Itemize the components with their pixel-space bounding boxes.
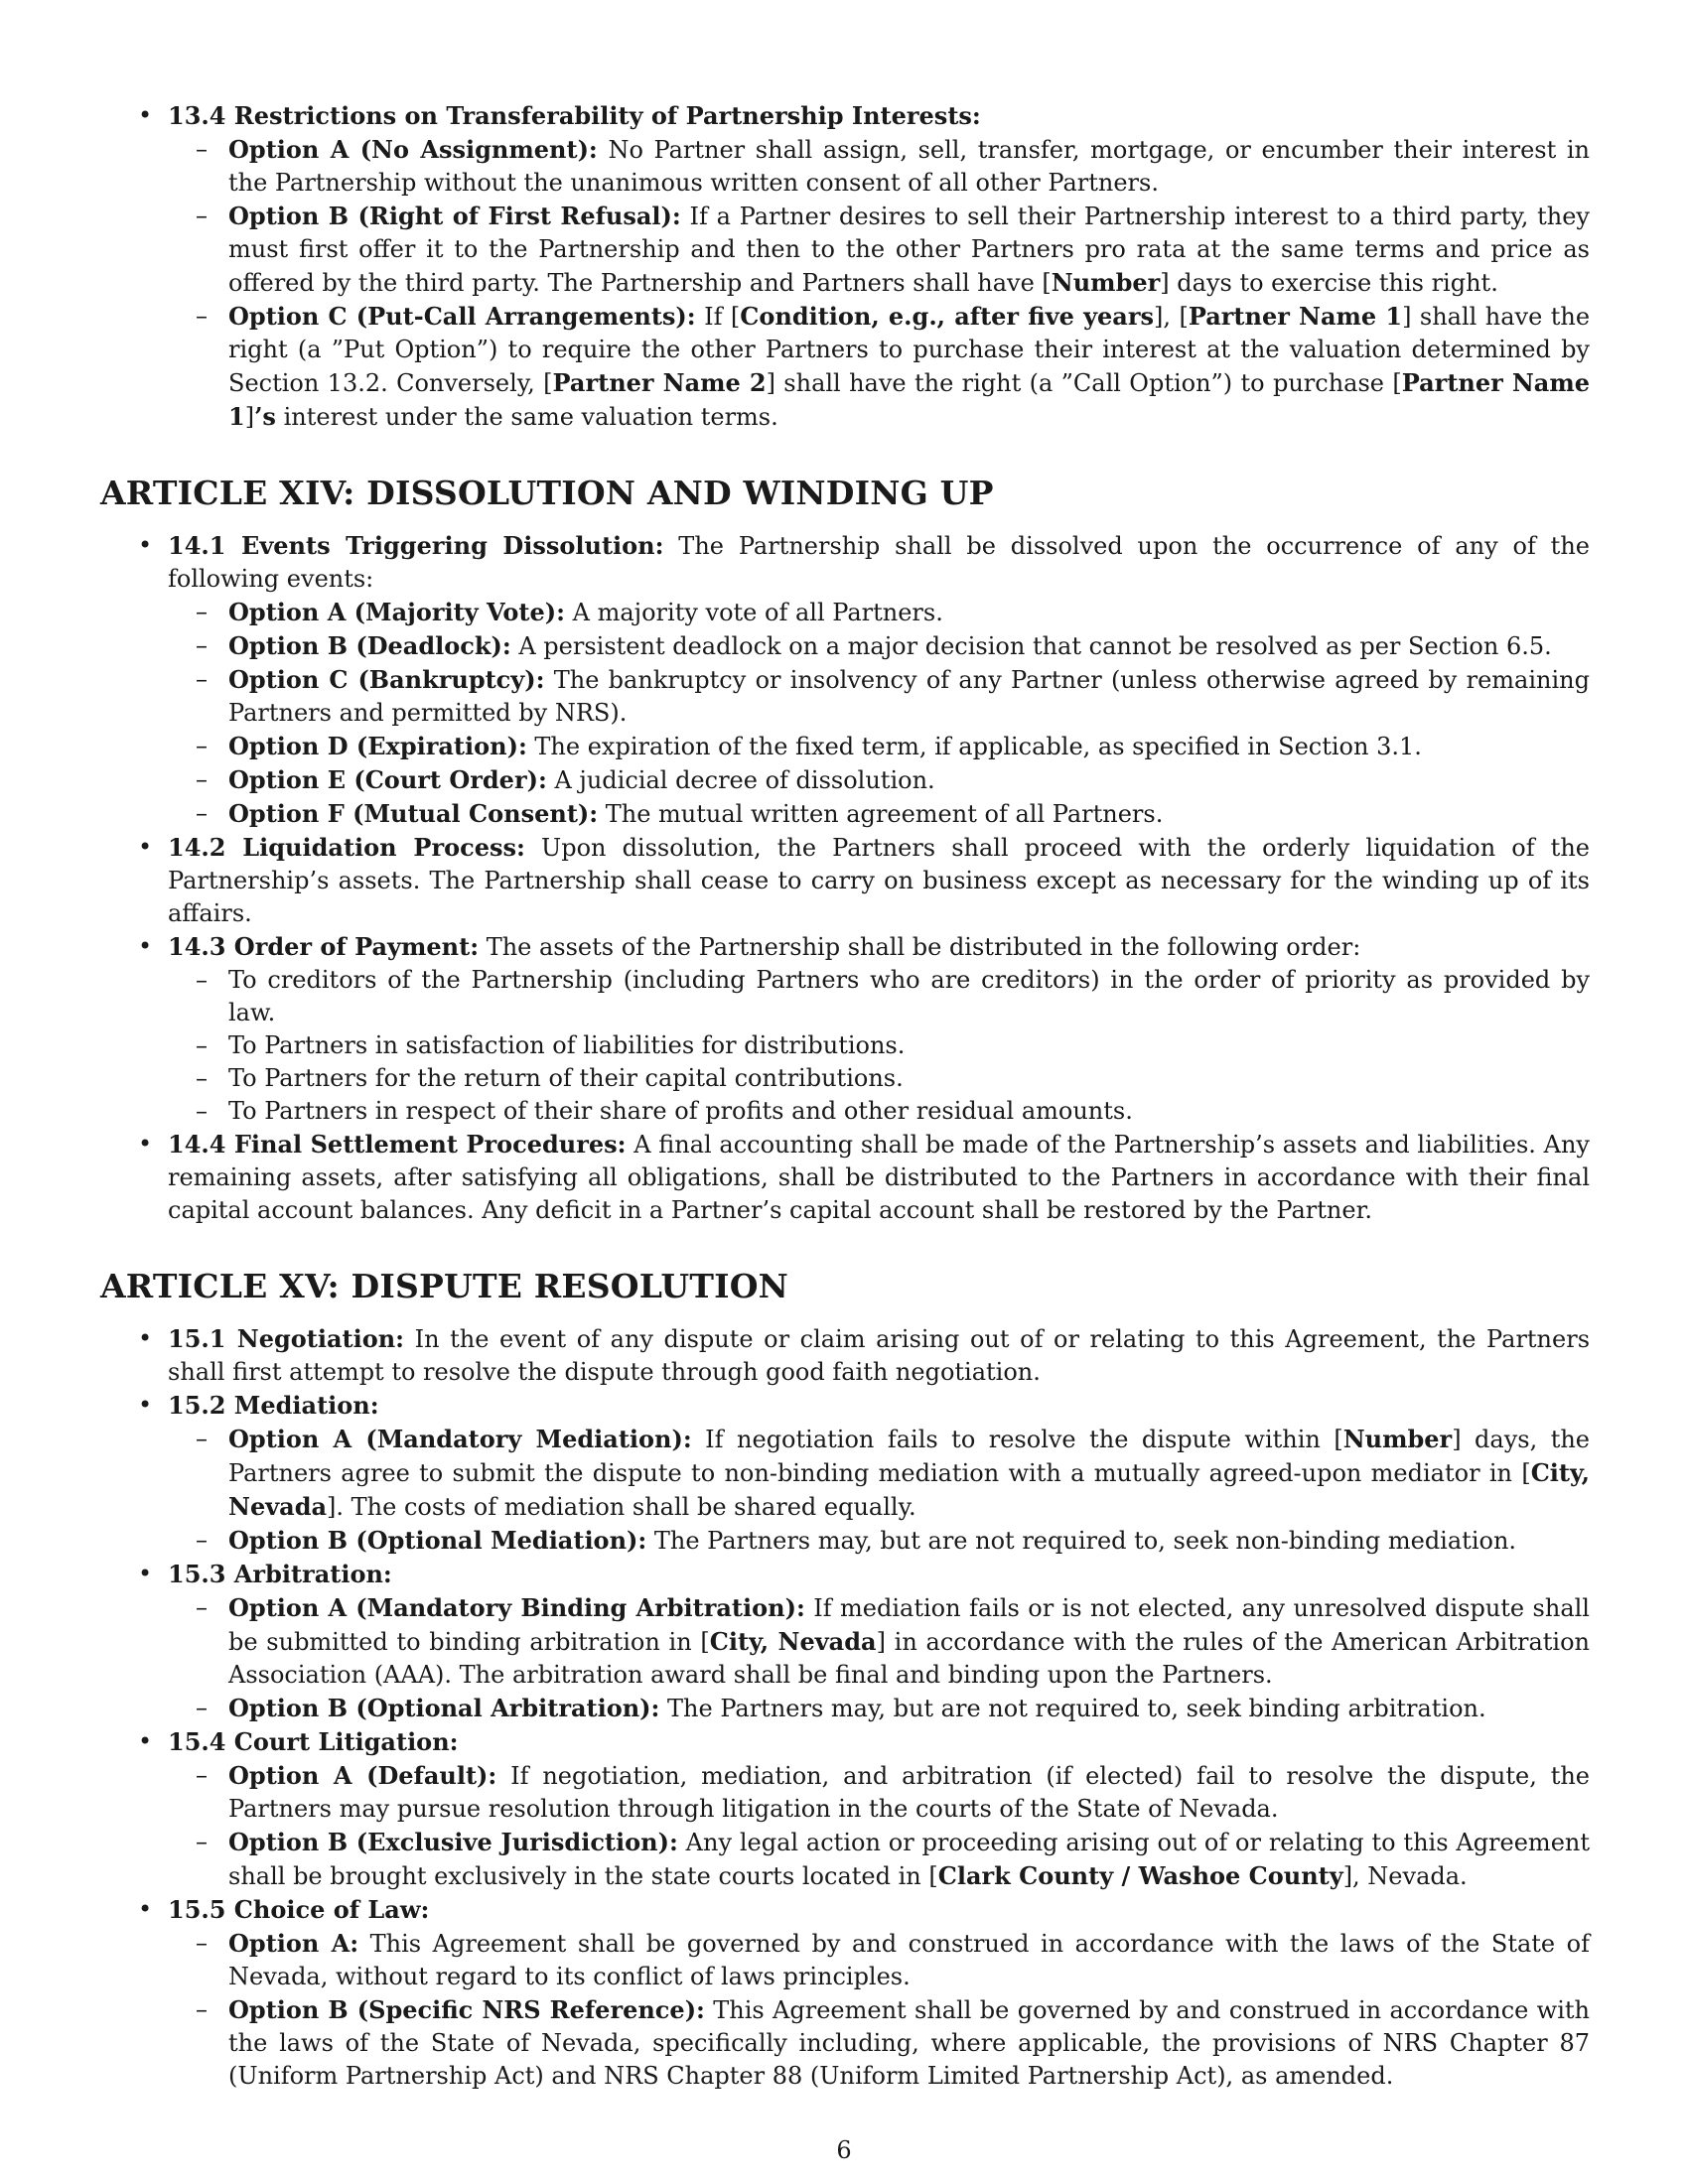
article-15-heading: ARTICLE XV: DISPUTE RESOLUTION bbox=[100, 1267, 789, 1305]
placeholder-field: ’s bbox=[254, 402, 276, 431]
section-text: A final accounting shall be made of the Partnership’s assets and liabilities. Any remaining assets, after satisfying all obligations, shall be distributed to the Partners in accordance with their final capital account balances. Any deficit in a Partner’s capital account shall be restored by the Partner. bbox=[168, 1131, 1590, 1224]
option-label: Option B (Deadlock): bbox=[228, 631, 511, 660]
placeholder-field: Number bbox=[1342, 1425, 1453, 1453]
option-text: ] shall have the right (a ”Call Option”) to purchase [ bbox=[766, 369, 1402, 397]
option-label: Option A (Majority Vote): bbox=[228, 598, 565, 626]
section-15-4-options bbox=[168, 1759, 1590, 1893]
option-text: If negotiation fails to resolve the dispute within [ bbox=[691, 1426, 1343, 1453]
section-13-4 bbox=[100, 99, 1590, 434]
section-text: In the event of any dispute or claim arising out of or relating to this Agreement, the Partners shall first attempt to resolve the dispute through good faith negotiation. bbox=[168, 1325, 1591, 1386]
section-14-1-option-a bbox=[168, 596, 1590, 629]
option-text: ] bbox=[244, 403, 255, 431]
option-text: The expiration of the fixed term, if applicable, as specified in Section 3.1. bbox=[526, 733, 1422, 760]
option-label: Option C (Put-Call Arrangements): bbox=[228, 302, 696, 331]
section-text: Upon dissolution, the Partners shall proceed with the orderly liquidation of the Partnership’s assets. The Partnership shall cease to carry on business except as necessary for the winding up of its affairs. bbox=[168, 834, 1590, 927]
section-text: The Partnership shall be dissolved upon the occurrence of any of the following events: bbox=[168, 532, 1590, 593]
option-text: No Partner shall assign, sell, transfer, mortgage, or encumber their interest in the Partnership without the unanimous written consent of all other Partners. bbox=[228, 136, 1591, 197]
option-label: Option E (Court Order): bbox=[228, 765, 547, 794]
option-text: ] days to exercise this right. bbox=[1160, 269, 1498, 297]
article-15-list bbox=[100, 1322, 1590, 2093]
option-text: ] days, the Partners agree to submit the dispute to non-binding mediation with a mutually agreed-upon mediator in [ bbox=[228, 1426, 1591, 1487]
option-label: Option F (Mutual Consent): bbox=[228, 799, 599, 828]
option-text: A majority vote of all Partners. bbox=[565, 599, 943, 626]
option-label: Option A (Mandatory Mediation): bbox=[228, 1425, 692, 1453]
option-text: If mediation fails or is not elected, any unresolved dispute shall be submitted to binding arbitration in [ bbox=[228, 1594, 1590, 1656]
option-label: Option B (Optional Mediation): bbox=[228, 1526, 647, 1555]
payment-order-item: – To Partners for the return of their capital contributions. bbox=[168, 1062, 1590, 1095]
option-text: ] shall have the right (a ”Put Option”) to require the other Partners to purchase their interest at the valuation determined by Section 13.2. Conversely, [ bbox=[228, 303, 1591, 397]
section-14-1-option-c bbox=[168, 663, 1590, 730]
section-15-2 bbox=[100, 1389, 1590, 1558]
section-15-3-option-a bbox=[168, 1591, 1590, 1692]
section-label: 15.1 Negotiation: bbox=[168, 1324, 405, 1353]
section-15-3-option-b bbox=[168, 1692, 1590, 1725]
option-text: This Agreement shall be governed by and construed in accordance with the laws of the State of Nevada, without regard to its conflict of laws principles. bbox=[228, 1930, 1590, 1990]
option-text: A persistent deadlock on a major decision that cannot be resolved as per Section 6.5. bbox=[510, 632, 1552, 660]
page-content bbox=[100, 99, 1590, 2093]
section-15-5-option-b bbox=[168, 1993, 1590, 2093]
section-14-1-option-e bbox=[168, 763, 1590, 797]
section-14-2 bbox=[100, 831, 1590, 930]
section-label: 15.3 Arbitration: bbox=[168, 1560, 392, 1588]
section-14-3-items bbox=[168, 964, 1590, 1128]
section-14-1 bbox=[100, 529, 1590, 831]
option-label: Option B (Optional Arbitration): bbox=[228, 1694, 660, 1722]
section-13-4-option-b bbox=[168, 200, 1590, 300]
option-text: The Partners may, but are not required to, seek binding arbitration. bbox=[659, 1695, 1486, 1722]
section-15-5-options bbox=[168, 1927, 1590, 2093]
section-13-4-options bbox=[168, 133, 1590, 434]
option-text: ]. The costs of mediation shall be shared equally. bbox=[327, 1493, 916, 1521]
option-label: Option C (Bankruptcy): bbox=[228, 665, 545, 694]
option-text: interest under the same valuation terms. bbox=[275, 403, 778, 431]
section-14-1-options bbox=[168, 596, 1590, 831]
section-15-4 bbox=[100, 1725, 1590, 1893]
option-text: If a Partner desires to sell their Partnership interest to a third party, they must first offer it to the Partnership and then to the other Partners pro rata at the same terms and price as offered by the third party. The Partnership and Partners shall have [ bbox=[228, 203, 1590, 297]
payment-order-item: – To Partners in respect of their share of profits and other residual amounts. bbox=[168, 1095, 1590, 1128]
option-label: Option A (Default): bbox=[228, 1761, 497, 1790]
option-label: Option A (Mandatory Binding Arbitration): bbox=[228, 1593, 805, 1622]
option-label: Option D (Expiration): bbox=[228, 732, 527, 760]
option-text: This Agreement shall be governed by and construed in accordance with the laws of the State of Nevada, specifically including, where applicable, the provisions of NRS Chapter 87 (Uniform Partnership Act) and NRS Chapter 88 (Uniform Limited Partnership Act), as amended. bbox=[228, 1996, 1591, 2090]
section-13-4-option-c bbox=[168, 300, 1590, 434]
option-text: If negotiation, mediation, and arbitration (if elected) fail to resolve the dispute, the Partners may pursue resolution through litigation in the courts of the State of Nevada. bbox=[228, 1762, 1591, 1823]
section-14-1-option-b bbox=[168, 629, 1590, 663]
section-15-3 bbox=[100, 1558, 1590, 1725]
section-label: 14.3 Order of Payment: bbox=[168, 932, 480, 961]
section-15-4-option-a bbox=[168, 1759, 1590, 1826]
section-14-3 bbox=[100, 930, 1590, 1128]
section-15-4-option-b bbox=[168, 1826, 1590, 1893]
section-15-2-options bbox=[168, 1423, 1590, 1558]
section-label: 15.5 Choice of Law: bbox=[168, 1895, 430, 1924]
section-15-3-options bbox=[168, 1591, 1590, 1725]
section-15-2-option-b bbox=[168, 1524, 1590, 1558]
placeholder-field: Clark County / Washoe County bbox=[937, 1861, 1343, 1890]
section-label: 14.2 Liquidation Process: bbox=[168, 833, 525, 862]
option-label: Option B (Right of First Refusal): bbox=[228, 202, 681, 230]
section-15-1 bbox=[100, 1322, 1590, 1389]
section-15-5-option-a bbox=[168, 1927, 1590, 1993]
option-text: ] in accordance with the rules of the American Arbitration Association (AAA). The arbitration award shall be final and binding upon the Partners. bbox=[228, 1628, 1590, 1689]
option-label: Option A (No Assignment): bbox=[228, 135, 598, 164]
placeholder-field: Number bbox=[1051, 268, 1161, 297]
option-label: Option B (Specific NRS Reference): bbox=[228, 1995, 705, 2024]
option-text: If [ bbox=[695, 303, 741, 331]
section-label: 15.2 Mediation: bbox=[168, 1391, 379, 1420]
section-label: 14.4 Final Settlement Procedures: bbox=[168, 1130, 627, 1159]
option-text: The Partners may, but are not required to, seek non-binding mediation. bbox=[646, 1527, 1517, 1555]
placeholder-field: Partner Name 1 bbox=[1188, 302, 1403, 331]
option-label: Option A: bbox=[228, 1929, 359, 1958]
section-13-4-option-a bbox=[168, 133, 1590, 200]
payment-order-item: – To creditors of the Partnership (including Partners who are creditors) in the order of priority as provided by law. bbox=[168, 964, 1590, 1029]
option-text: ], [ bbox=[1154, 303, 1189, 331]
placeholder-field: City, Nevada bbox=[709, 1627, 877, 1656]
section-15-2-option-a bbox=[168, 1423, 1590, 1524]
section-label: 14.1 Events Triggering Dissolution: bbox=[168, 531, 664, 560]
placeholder-field: Partner Name 2 bbox=[552, 368, 767, 397]
option-text: The bankruptcy or insolvency of any Partner (unless otherwise agreed by remaining Partners and permitted by NRS). bbox=[228, 666, 1590, 727]
placeholder-field: Partner Name 1 bbox=[228, 368, 1590, 431]
option-text: A judicial decree of dissolution. bbox=[546, 766, 935, 794]
placeholder-field: City, Nevada bbox=[228, 1458, 1590, 1521]
section-14-4 bbox=[100, 1128, 1590, 1227]
placeholder-field: Condition, e.g., after five years bbox=[740, 302, 1155, 331]
option-text: ], Nevada. bbox=[1342, 1862, 1468, 1890]
section-13-list bbox=[100, 99, 1590, 434]
page-number: 6 bbox=[836, 2136, 852, 2164]
option-text: Any legal action or proceeding arising out of or relating to this Agreement shall be brought exclusively in the state courts located in [ bbox=[228, 1829, 1590, 1890]
payment-order-item: – To Partners in satisfaction of liabilities for distributions. bbox=[168, 1029, 1590, 1062]
section-label: 15.4 Court Litigation: bbox=[168, 1727, 459, 1756]
option-label: Option B (Exclusive Jurisdiction): bbox=[228, 1828, 678, 1856]
section-14-1-option-d bbox=[168, 730, 1590, 763]
option-text: The mutual written agreement of all Partners. bbox=[598, 800, 1164, 828]
section-14-1-option-f bbox=[168, 797, 1590, 831]
section-15-5 bbox=[100, 1893, 1590, 2093]
article-14-heading: ARTICLE XIV: DISSOLUTION AND WINDING UP bbox=[100, 474, 994, 512]
section-text: The assets of the Partnership shall be distributed in the following order: bbox=[479, 933, 1361, 961]
section-13-4-title: 13.4 Restrictions on Transferability of Partnership Interests: bbox=[168, 101, 981, 130]
article-14-list bbox=[100, 529, 1590, 1227]
